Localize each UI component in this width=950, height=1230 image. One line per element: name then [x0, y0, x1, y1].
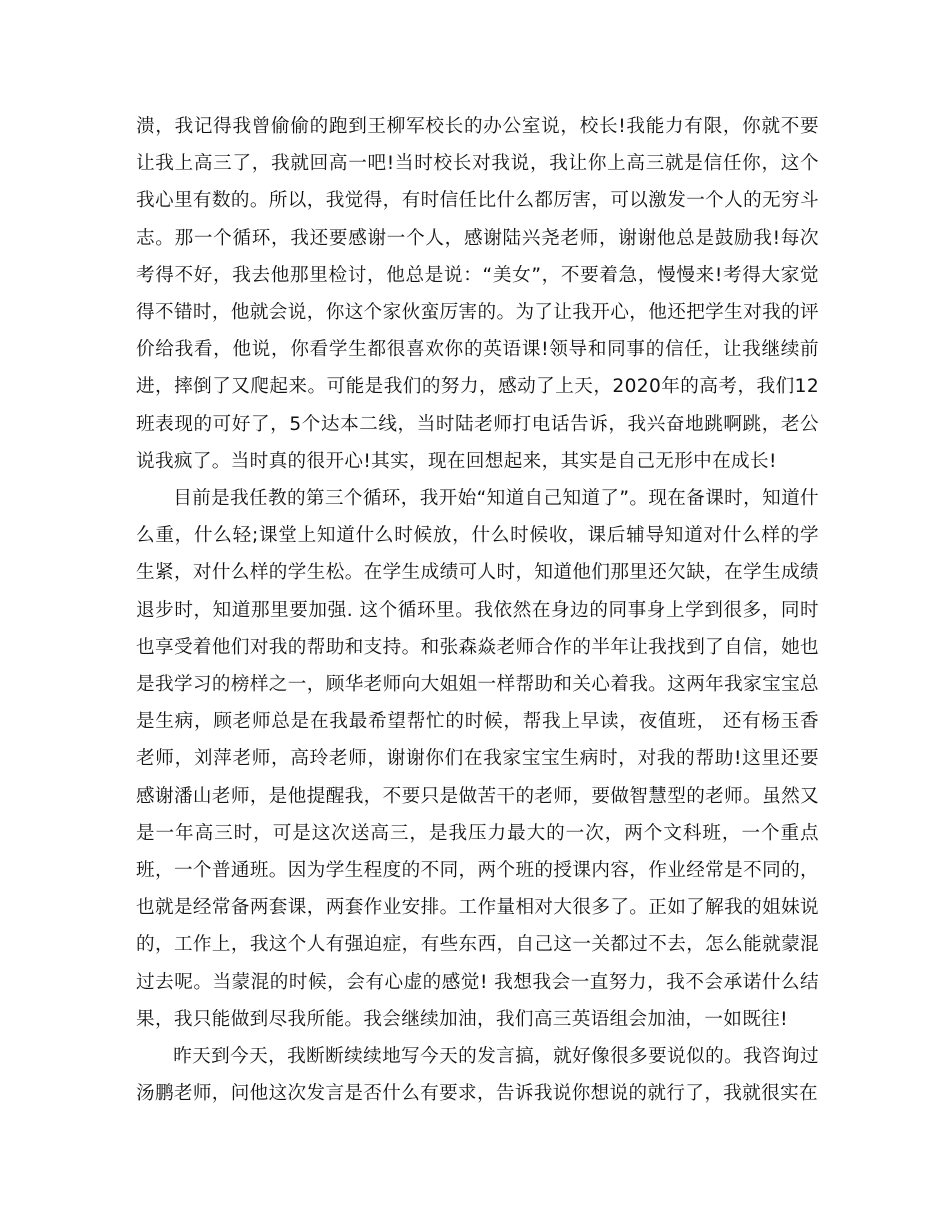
paragraph-3: 昨天到今天，我断断续续地写今天的发言搞，就好像很多要说似的。我咨询过汤鹏老师，问他这次发言是否什么有要求，告诉我说你想说的就行了，我就很实在 — [136, 1046, 819, 1105]
document-body — [136, 108, 819, 1112]
paragraph-1: 溃，我记得我曾偷偷的跑到王柳军校长的办公室说，校长!我能力有限，你就不要让我上高三了，我就回高一吧!当时校长对我说，我让你上高三就是信任你，这个我心里有数的。所以，我觉得，有时信任比什么都厉害，可以激发一个人的无穷斗志。那一个循环，我还要感谢一个人，感谢陆兴尧老师，谢谢他总是鼓励我!每次考得不好，我去他那里检讨，他总是说：“美女”，不要着急，慢慢来!考得大家觉得不错时，他就会说，你这个家伙蛮厉害的。为了让我开心，他还把学生对我的评价给我看，他说，你看学生都很喜欢你的英语课!领导和同事的信任，让我继续前进，摔倒了又爬起来。可能是我们的努力，感动了上天，2020年的高考，我们12班表现的可好了，5个达本二线，当时陆老师打电话告诉，我兴奋地跳啊跳，老公说我疯了。当时真的很开心!其实，现在回想起来，其实是自己无形中在成长! — [136, 116, 819, 472]
paragraph-2: 目前是我任教的第三个循环，我开始“知道自己知道了”。现在备课时，知道什么重，什么轻;课堂上知道什么时候放，什么时候收，课后辅导知道对什么样的学生紧，对什么样的学生松。在学生成绩可人时，知道他们那里还欠缺，在学生成绩退步时，知道那里要加强. 这个循环里。我依然在身边的同事身上学到很多，同时也享受着他们对我的帮助和支持。和张森焱老师合作的半年让我找到了自信，她也是我学习的榜样之一，顾华老师向大姐姐一样帮助和关心着我。这两年我家宝宝总是生病，顾老师总是在我最希望帮忙的时候，帮我上早读，夜值班， 还有杨玉香老师，刘萍老师，高玲老师，谢谢你们在我家宝宝生病时，对我的帮助!这里还要感谢潘山老师，是他提醒我，不要只是做苦干的老师，要做智慧型的老师。虽然又是一年高三时，可是这次送高三，是我压力最大的一次，两个文科班，一个重点班，一个普通班。因为学生程度的不同，两个班的授课内容，作业经常是不同的，也就是经常备两套课，两套作业安排。工作量相对大很多了。正如了解我的姐妹说的，工作上，我这个人有强迫症，有些东西，自己这一关都过不去，怎么能就蒙混过去呢。当蒙混的时候，会有心虚的感觉! 我想我会一直努力，我不会承诺什么结果，我只能做到尽我所能。我会继续加油，我们高三英语组会加油，一如既往! — [136, 488, 819, 1030]
